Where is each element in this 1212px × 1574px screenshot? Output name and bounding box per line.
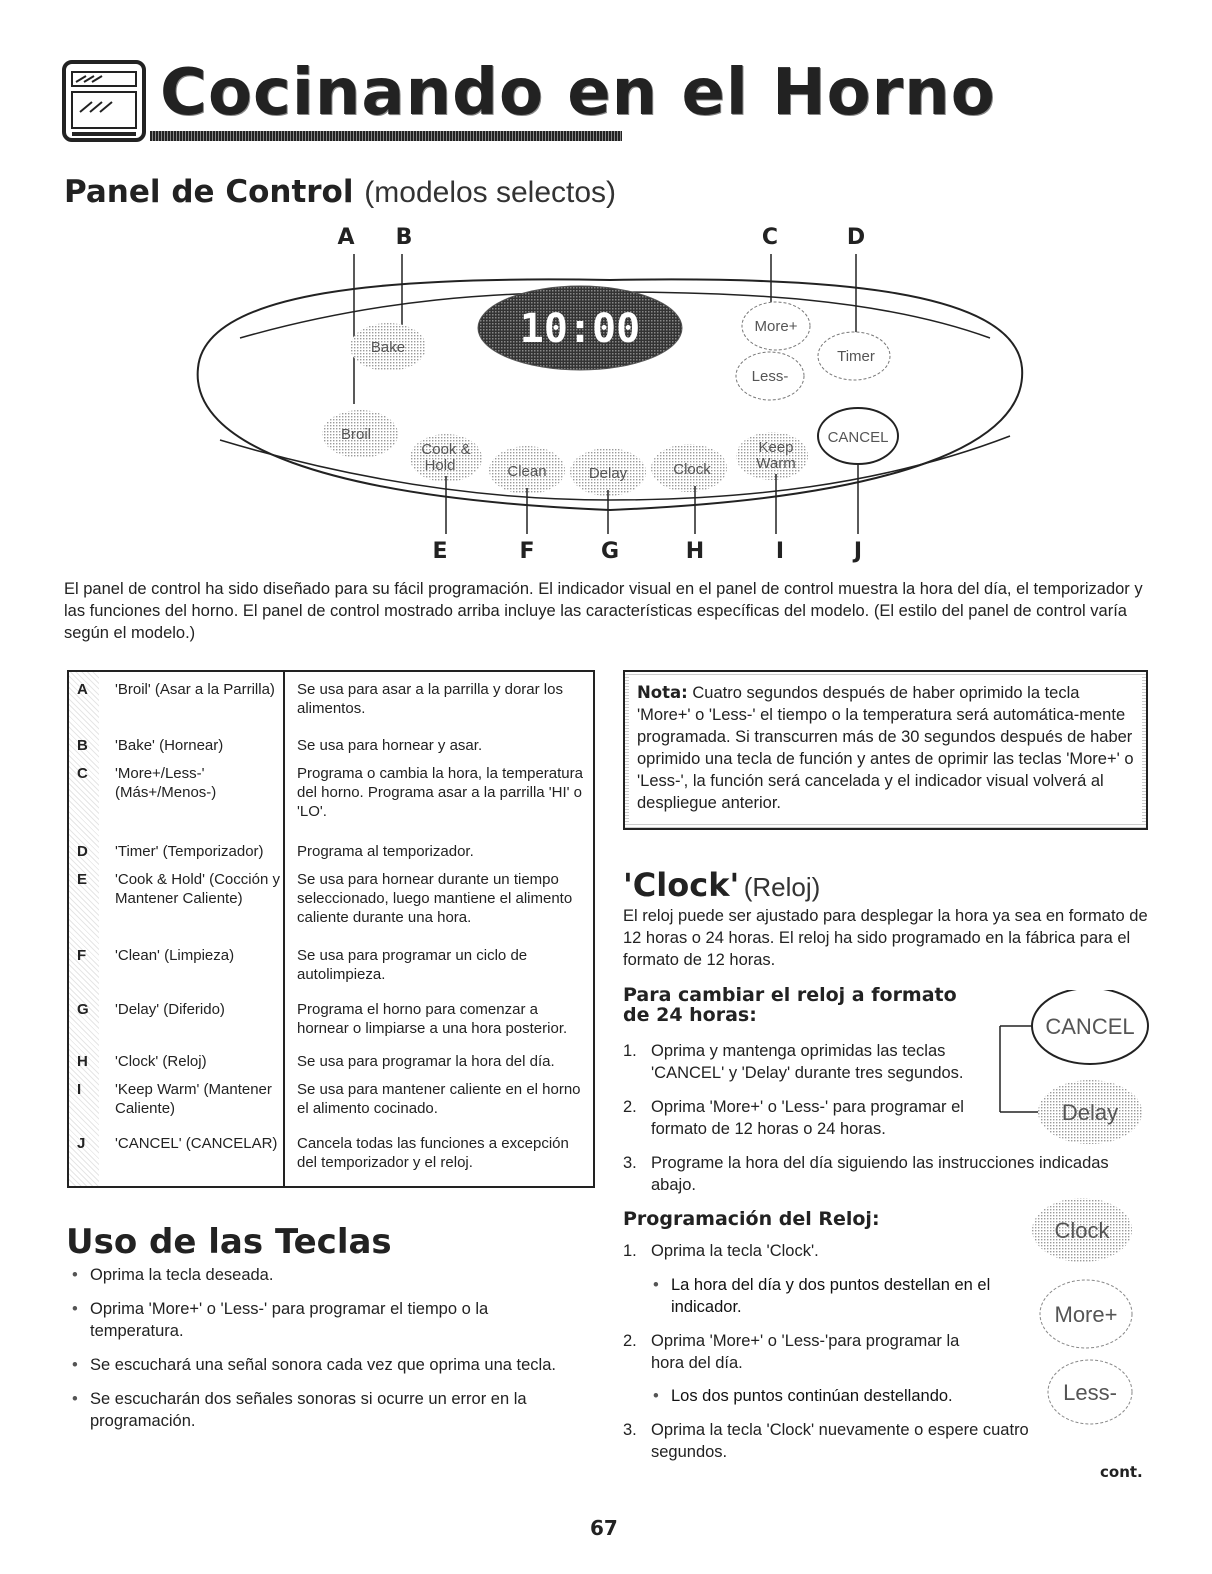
label-i: I: [775, 539, 785, 564]
row-letter: I: [77, 1081, 82, 1098]
list-item: • Oprima la tecla deseada.: [68, 1264, 568, 1286]
list-item: • Se escuchará una señal sonora cada vez que oprima una tecla.: [68, 1354, 568, 1376]
display-time: 10:00: [519, 306, 641, 352]
page-number: 67: [590, 1516, 618, 1540]
clock-label: Clock: [673, 461, 711, 478]
label-e: E: [432, 539, 448, 564]
clock-title: [623, 866, 820, 904]
row-letter: H: [77, 1053, 88, 1070]
row-letter: A: [77, 681, 88, 698]
keep-warm-label-2: Warm: [756, 455, 796, 472]
step-text: Oprima la tecla 'Clock' nuevamente o espere cuatro segundos.: [651, 1421, 1029, 1461]
step-number: 3.: [623, 1154, 637, 1172]
bake-label: Bake: [370, 339, 406, 356]
row-name: 'More+/Less-' (Más+/Menos-): [115, 765, 217, 801]
format-step-1: [623, 1040, 983, 1084]
row-desc: Programa o cambia la hora, la temperatura del horno. Programa asar a la parrilla 'HI' o 'LO'.: [297, 765, 583, 820]
section-title: [64, 174, 616, 210]
list-item: • Los dos puntos continúan destellando.: [649, 1385, 1009, 1407]
clock-subtitle: (Reloj): [743, 872, 821, 902]
section-title-text: Panel de Control: [64, 174, 354, 210]
step-number: 1.: [623, 1042, 637, 1060]
clock-intro: El reloj puede ser ajustado para desplegar la hora ya sea en formato de 12 horas o 24 horas. El reloj ha sido programado en la fábrica para el formato de 12 horas.: [623, 907, 1148, 969]
step-text: Programe la hora del día siguiendo las instrucciones indicadas abajo.: [651, 1154, 1109, 1194]
list-item: [623, 1096, 983, 1140]
row-desc: Se usa para hornear durante un tiempo seleccionado, luego mantiene el alimento caliente durante una hora.: [297, 871, 573, 926]
row-name: 'Cook & Hold' (Cocción y Mantener Caliente): [115, 871, 280, 907]
step-number: 2.: [623, 1098, 637, 1116]
row-desc: Programa el horno para comenzar a hornear o limpiarse a una hora posterior.: [297, 1001, 568, 1037]
step-number: 3.: [623, 1421, 637, 1439]
list-item: [623, 1240, 983, 1262]
note-label: Nota:: [637, 683, 688, 702]
label-b: B: [395, 225, 413, 250]
less-key-label: Less-: [1063, 1380, 1117, 1405]
format-heading: Para cambiar el reloj a formato de 24 horas:: [623, 984, 957, 1026]
list-item: • Se escucharán dos señales sonoras si ocurre un error en la programación.: [68, 1388, 568, 1432]
row-letter: C: [77, 765, 88, 782]
label-f: F: [519, 539, 535, 564]
row-desc: Se usa para programar un ciclo de autolimpieza.: [297, 947, 528, 983]
note-box: [623, 670, 1148, 830]
step-text: Oprima la tecla 'Clock'.: [651, 1242, 819, 1260]
clock-title-text: 'Clock': [623, 866, 740, 904]
step-number: 1.: [623, 1242, 637, 1260]
timer-label: Timer: [837, 348, 875, 365]
cook-hold-label-1: Cook &: [421, 441, 471, 458]
format-step-2: [623, 1096, 983, 1140]
row-name: 'Bake' (Hornear): [115, 737, 224, 754]
row-name: 'Clock' (Reloj): [115, 1053, 207, 1070]
prog-step-3: [623, 1419, 1053, 1463]
side-key-icons: [990, 990, 1160, 1430]
label-a: A: [337, 225, 355, 250]
step-text: Oprima 'More+' o 'Less-'para programar la hora del día.: [651, 1332, 960, 1372]
section-subtitle: (modelos selectos): [364, 176, 617, 209]
label-d: D: [846, 225, 866, 250]
list-item: [623, 1330, 983, 1374]
row-letter: D: [77, 843, 88, 860]
row-name: 'Keep Warm' (Mantener Caliente): [115, 1081, 272, 1117]
row-desc: Se usa para asar a la parrilla y dorar los alimentos.: [297, 681, 563, 717]
continued-label: cont.: [1100, 1463, 1143, 1481]
page-title: Cocinando en el Horno: [160, 56, 996, 130]
label-h: H: [685, 539, 705, 564]
list-item: [623, 1419, 1053, 1463]
more-label: More+: [754, 318, 798, 335]
uso-list: [68, 1264, 568, 1444]
prog-step-2: [623, 1330, 983, 1374]
note-content: [629, 676, 1142, 822]
cancel-label: CANCEL: [827, 429, 889, 446]
label-c: C: [761, 225, 779, 250]
list-item: [623, 1040, 983, 1084]
control-panel-diagram: [180, 218, 1040, 573]
row-desc: Programa al temporizador.: [297, 843, 474, 860]
row-name: 'Timer' (Temporizador): [115, 843, 264, 860]
prog-step-1: [623, 1240, 983, 1262]
row-letter: F: [77, 947, 87, 964]
row-letter: J: [77, 1135, 86, 1152]
prog-bullet-2: [649, 1385, 1009, 1407]
step-number: 2.: [623, 1332, 637, 1350]
delay-key-label: Delay: [1061, 1100, 1119, 1125]
step-text: Oprima 'More+' o 'Less-' para programar el formato de 12 horas o 24 horas.: [651, 1098, 964, 1138]
list-item: • La hora del día y dos puntos destellan en el indicador.: [649, 1274, 1009, 1318]
cancel-key-label: CANCEL: [1045, 1014, 1135, 1039]
row-desc: Se usa para mantener caliente en el horno el alimento cocinado.: [297, 1081, 581, 1117]
keep-warm-label-1: Keep: [758, 439, 794, 456]
label-j: J: [853, 539, 863, 564]
label-g: G: [600, 539, 620, 564]
row-desc: Se usa para programar la hora del día.: [297, 1053, 555, 1070]
title-rule: [150, 131, 622, 141]
broil-label: Broil: [340, 426, 372, 443]
clean-label: Clean: [507, 463, 547, 480]
table-divider: [283, 672, 285, 1186]
row-desc: Cancela todas las funciones a excepción del temporizador y el reloj.: [297, 1135, 569, 1171]
intro-paragraph: El panel de control ha sido diseñado para su fácil programación. El indicador visual en el panel de control muestra la hora del día, el temporizador y las funciones del horno. El panel de control mostrado arriba incluye las características específicas del modelo. (El estilo del panel de control varía según el modelo.): [64, 580, 1143, 642]
oven-icon: [62, 60, 146, 144]
row-letter: B: [77, 737, 88, 754]
less-label: Less-: [751, 368, 789, 385]
note-text: Cuatro segundos después de haber oprimido la tecla 'More+' o 'Less-' el tiempo o la temperatura será automática-mente programada. Si transcurren más de 30 segundos después de haber oprimido una tecla de función y antes de oprimir las teclas 'More+' o 'Less-', la función será cancelada y el indicador visual volverá al despliegue anterior.: [637, 684, 1134, 812]
prog-heading: Programación del Reloj:: [623, 1208, 880, 1230]
more-key-label: More+: [1054, 1302, 1118, 1327]
row-letter: E: [77, 871, 88, 888]
delay-label: Delay: [588, 465, 628, 482]
clock-key-label: Clock: [1054, 1218, 1110, 1243]
row-desc: Se usa para hornear y asar.: [297, 737, 483, 754]
key-table: [67, 670, 595, 1188]
row-name: 'CANCEL' (CANCELAR): [115, 1135, 278, 1152]
prog-bullet-1: [649, 1274, 1009, 1318]
row-name: 'Clean' (Limpieza): [115, 947, 235, 964]
uso-title: Uso de las Teclas: [66, 1222, 392, 1262]
step-text: Oprima y mantenga oprimidas las teclas 'CANCEL' y 'Delay' durante tres segundos.: [651, 1042, 964, 1082]
cook-hold-label-2: Hold: [424, 457, 456, 474]
list-item: • Oprima 'More+' o 'Less-' para programar el tiempo o la temperatura.: [68, 1298, 568, 1342]
row-name: 'Delay' (Diferido): [115, 1001, 225, 1018]
row-letter: G: [77, 1001, 89, 1018]
row-name: 'Broil' (Asar a la Parrilla): [115, 681, 275, 698]
